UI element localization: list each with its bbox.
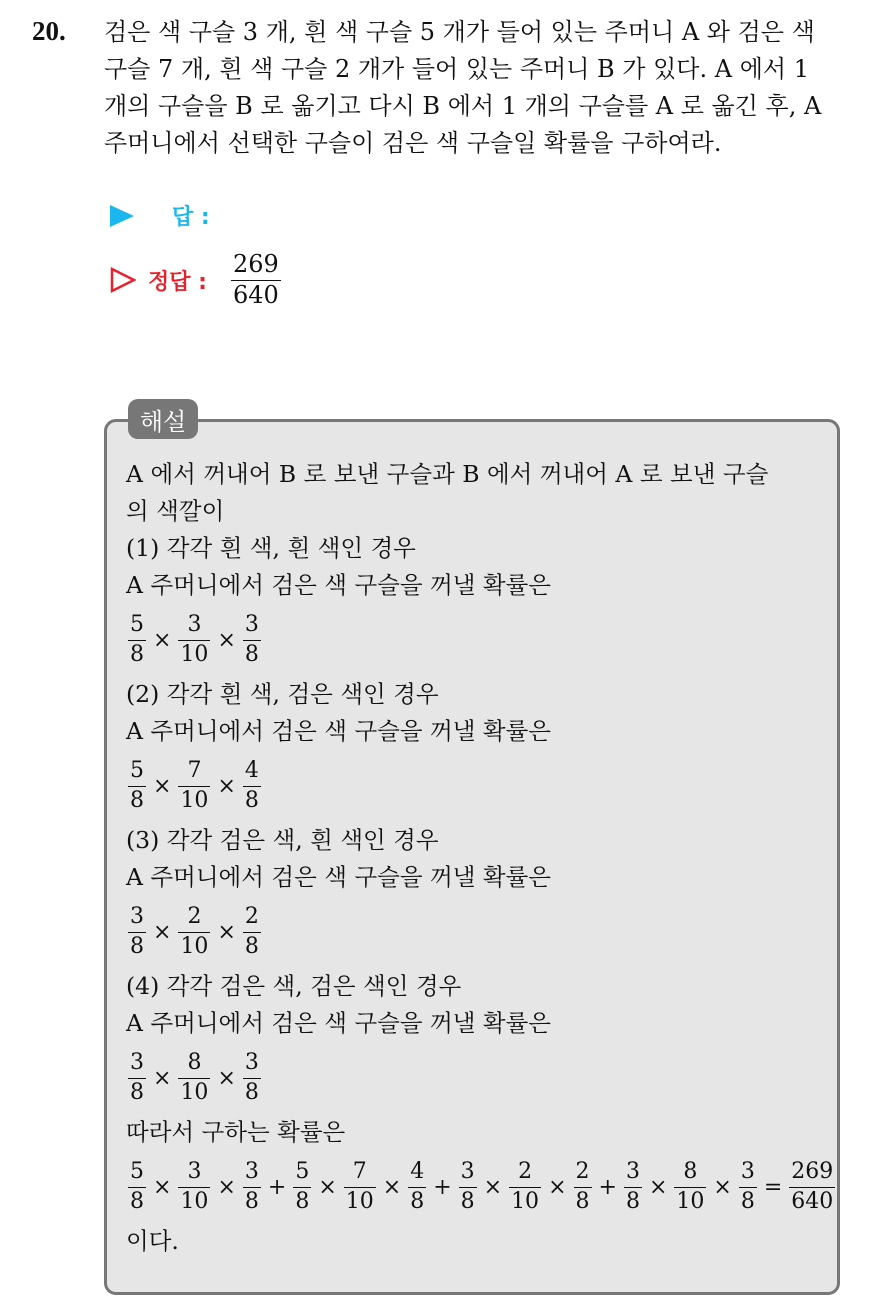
triangle-solid-icon	[110, 205, 134, 227]
fraction-numerator: 3	[187, 1158, 202, 1184]
fraction	[459, 1160, 477, 1214]
fraction-numerator: 4	[244, 757, 259, 783]
case-desc: A 주머니에서 검은 색 구슬을 꺼낼 확률은	[126, 1009, 552, 1037]
case-expression	[126, 896, 831, 968]
fraction	[243, 1051, 261, 1105]
fraction	[408, 1160, 426, 1214]
solution-intro: 의 색깔이	[126, 497, 225, 525]
fraction-denominator: 10	[180, 788, 209, 813]
times-sign: ×	[648, 1174, 668, 1200]
fraction	[128, 905, 146, 959]
times-sign: ×	[153, 773, 172, 799]
fraction	[344, 1160, 376, 1214]
question-line: 개의 구슬을 B 로 옮기고 다시 B 에서 1 개의 구슬를 A 로 옮긴 후, A	[104, 92, 822, 120]
fraction	[674, 1160, 706, 1214]
conclusion-text: 따라서 구하는 확률은	[126, 1118, 346, 1146]
fraction-numerator: 8	[683, 1158, 698, 1184]
fraction-denominator: 10	[180, 934, 209, 959]
fraction	[178, 759, 210, 813]
fraction-numerator: 3	[460, 1158, 475, 1184]
fraction-bar	[243, 932, 261, 933]
fraction-numerator: 5	[130, 611, 144, 637]
fraction-numerator: 3	[244, 1049, 259, 1075]
plus-sign: +	[433, 1174, 452, 1200]
times-sign: ×	[153, 919, 172, 945]
ending-text: 이다.	[126, 1227, 179, 1255]
fraction-numerator: 269	[232, 250, 279, 278]
fraction-bar	[243, 640, 261, 641]
answer-key-row	[110, 252, 283, 308]
fraction-bar	[344, 1187, 376, 1188]
fraction	[243, 759, 261, 813]
fraction-bar	[243, 1187, 261, 1188]
fraction-bar	[574, 1187, 592, 1188]
fraction-bar	[739, 1187, 757, 1188]
fraction-bar	[178, 786, 210, 787]
times-sign: ×	[217, 1174, 236, 1200]
question-line: 주머니에서 선택한 구슬이 검은 색 구슬일 확률을 구하여라.	[104, 129, 722, 157]
times-sign: ×	[548, 1174, 567, 1200]
fraction-denominator: 8	[244, 934, 259, 959]
fraction-bar	[293, 1187, 311, 1188]
fraction-bar	[128, 640, 146, 641]
fraction-bar	[128, 1187, 146, 1188]
solution-tag: 해설	[128, 399, 198, 439]
fraction-denominator: 8	[460, 1189, 475, 1214]
fraction	[128, 613, 146, 667]
solution-intro: A 에서 꺼내어 B 로 보낸 구슬과 B 에서 꺼내어 A 로 보낸 구슬	[126, 460, 769, 488]
case-desc: A 주머니에서 검은 색 구슬을 꺼낼 확률은	[126, 571, 552, 599]
fraction-denominator: 10	[511, 1189, 540, 1214]
case-desc: A 주머니에서 검은 색 구슬을 꺼낼 확률은	[126, 863, 552, 891]
triangle-outline-icon	[110, 267, 136, 293]
fraction-numerator: 2	[518, 1158, 533, 1184]
result-fraction	[789, 1160, 835, 1214]
fraction-numerator: 2	[244, 903, 259, 929]
fraction-denominator: 8	[130, 1189, 144, 1214]
fraction-numerator: 4	[410, 1158, 425, 1184]
fraction-denominator: 640	[232, 281, 279, 310]
fraction-numerator: 3	[740, 1158, 755, 1184]
fraction-numerator: 3	[244, 611, 259, 637]
fraction-numerator: 3	[625, 1158, 640, 1184]
fraction-denominator: 8	[244, 642, 259, 667]
plus-sign: +	[267, 1174, 287, 1200]
case-expression	[126, 604, 831, 676]
times-sign: ×	[153, 1174, 172, 1200]
fraction	[509, 1160, 541, 1214]
fraction-bar	[178, 932, 210, 933]
fraction-numerator: 7	[187, 757, 202, 783]
fraction-numerator: 2	[187, 903, 202, 929]
fraction-denominator: 10	[180, 1189, 209, 1214]
fraction-numerator: 5	[130, 1158, 144, 1184]
fraction	[178, 905, 210, 959]
question-text	[104, 14, 864, 162]
fraction-bar	[509, 1187, 541, 1188]
fraction-bar	[674, 1187, 706, 1188]
fraction	[624, 1160, 642, 1214]
plus-sign: +	[598, 1174, 617, 1200]
times-sign: ×	[483, 1174, 503, 1200]
fraction-denominator: 8	[130, 1080, 144, 1105]
fraction-denominator: 10	[180, 642, 209, 667]
fraction-numerator: 5	[130, 757, 144, 783]
fraction-denominator: 8	[575, 1189, 590, 1214]
fraction-bar	[243, 786, 261, 787]
fraction-denominator: 10	[180, 1080, 209, 1105]
fraction	[128, 1051, 146, 1105]
fraction-denominator: 640	[791, 1189, 834, 1214]
fraction-bar	[408, 1187, 426, 1188]
fraction	[243, 1160, 261, 1214]
fraction-denominator: 8	[625, 1189, 640, 1214]
question-line: 구슬 7 개, 흰 색 구슬 2 개가 들어 있는 주머니 B 가 있다. A 에서 1	[104, 55, 809, 83]
answer-key-fraction	[231, 252, 281, 308]
fraction	[178, 1051, 210, 1105]
times-sign: ×	[217, 627, 236, 653]
answer-key-label: 정답 :	[148, 269, 207, 295]
case-title: (3) 각각 검은 색, 흰 색인 경우	[126, 826, 439, 854]
fraction-denominator: 8	[244, 1189, 259, 1214]
fraction-bar	[178, 640, 210, 641]
fraction-bar	[178, 1078, 210, 1079]
fraction	[178, 613, 210, 667]
fraction	[293, 1160, 311, 1214]
times-sign: ×	[318, 1174, 337, 1200]
fraction-numerator: 2	[575, 1158, 590, 1184]
fraction-bar	[128, 932, 146, 933]
question-number: 20.	[32, 16, 66, 46]
fraction-numerator: 8	[187, 1049, 202, 1075]
fraction	[243, 613, 261, 667]
answer-blank-row	[110, 200, 210, 231]
fraction	[128, 1160, 146, 1214]
fraction-denominator: 10	[676, 1189, 705, 1214]
fraction	[739, 1160, 757, 1214]
fraction	[243, 905, 261, 959]
fraction-denominator: 8	[130, 934, 144, 959]
final-expression	[126, 1151, 834, 1223]
case-title: (4) 각각 검은 색, 검은 색인 경우	[126, 972, 462, 1000]
fraction-denominator: 8	[244, 788, 259, 813]
times-sign: ×	[217, 773, 236, 799]
times-sign: ×	[153, 627, 172, 653]
fraction-denominator: 10	[345, 1189, 374, 1214]
fraction-denominator: 8	[740, 1189, 755, 1214]
case-title: (2) 각각 흰 색, 검은 색인 경우	[126, 680, 439, 708]
fraction-denominator: 8	[295, 1189, 310, 1214]
case-expression	[126, 750, 831, 822]
fraction-numerator: 3	[130, 1049, 144, 1075]
fraction-bar	[128, 786, 146, 787]
fraction-numerator: 3	[130, 903, 144, 929]
fraction-numerator: 269	[791, 1158, 834, 1184]
fraction	[128, 759, 146, 813]
case-expression	[126, 1042, 831, 1114]
fraction-bar	[624, 1187, 642, 1188]
fraction-denominator: 8	[410, 1189, 425, 1214]
fraction-bar	[459, 1187, 477, 1188]
fraction-denominator: 8	[130, 642, 144, 667]
fraction-bar	[789, 1187, 835, 1188]
case-title: (1) 각각 흰 색, 흰 색인 경우	[126, 534, 416, 562]
question-line: 검은 색 구슬 3 개, 흰 색 구슬 5 개가 들어 있는 주머니 A 와 검은 색	[104, 18, 815, 46]
solution-content	[126, 456, 834, 1260]
equals-sign: =	[763, 1174, 783, 1200]
times-sign: ×	[217, 1065, 236, 1091]
fraction-denominator: 8	[130, 788, 144, 813]
times-sign: ×	[713, 1174, 732, 1200]
times-sign: ×	[153, 1065, 172, 1091]
fraction-numerator: 5	[295, 1158, 310, 1184]
answer-label: 답 :	[172, 205, 210, 230]
times-sign: ×	[217, 919, 236, 945]
fraction-numerator: 3	[244, 1158, 259, 1184]
case-desc: A 주머니에서 검은 색 구슬을 꺼낼 확률은	[126, 717, 552, 745]
fraction-bar	[243, 1078, 261, 1079]
times-sign: ×	[382, 1174, 402, 1200]
fraction-numerator: 7	[352, 1158, 367, 1184]
fraction-bar	[128, 1078, 146, 1079]
fraction-bar	[178, 1187, 210, 1188]
fraction	[178, 1160, 210, 1214]
fraction-numerator: 3	[187, 611, 202, 637]
fraction	[574, 1160, 592, 1214]
fraction-denominator: 8	[244, 1080, 259, 1105]
